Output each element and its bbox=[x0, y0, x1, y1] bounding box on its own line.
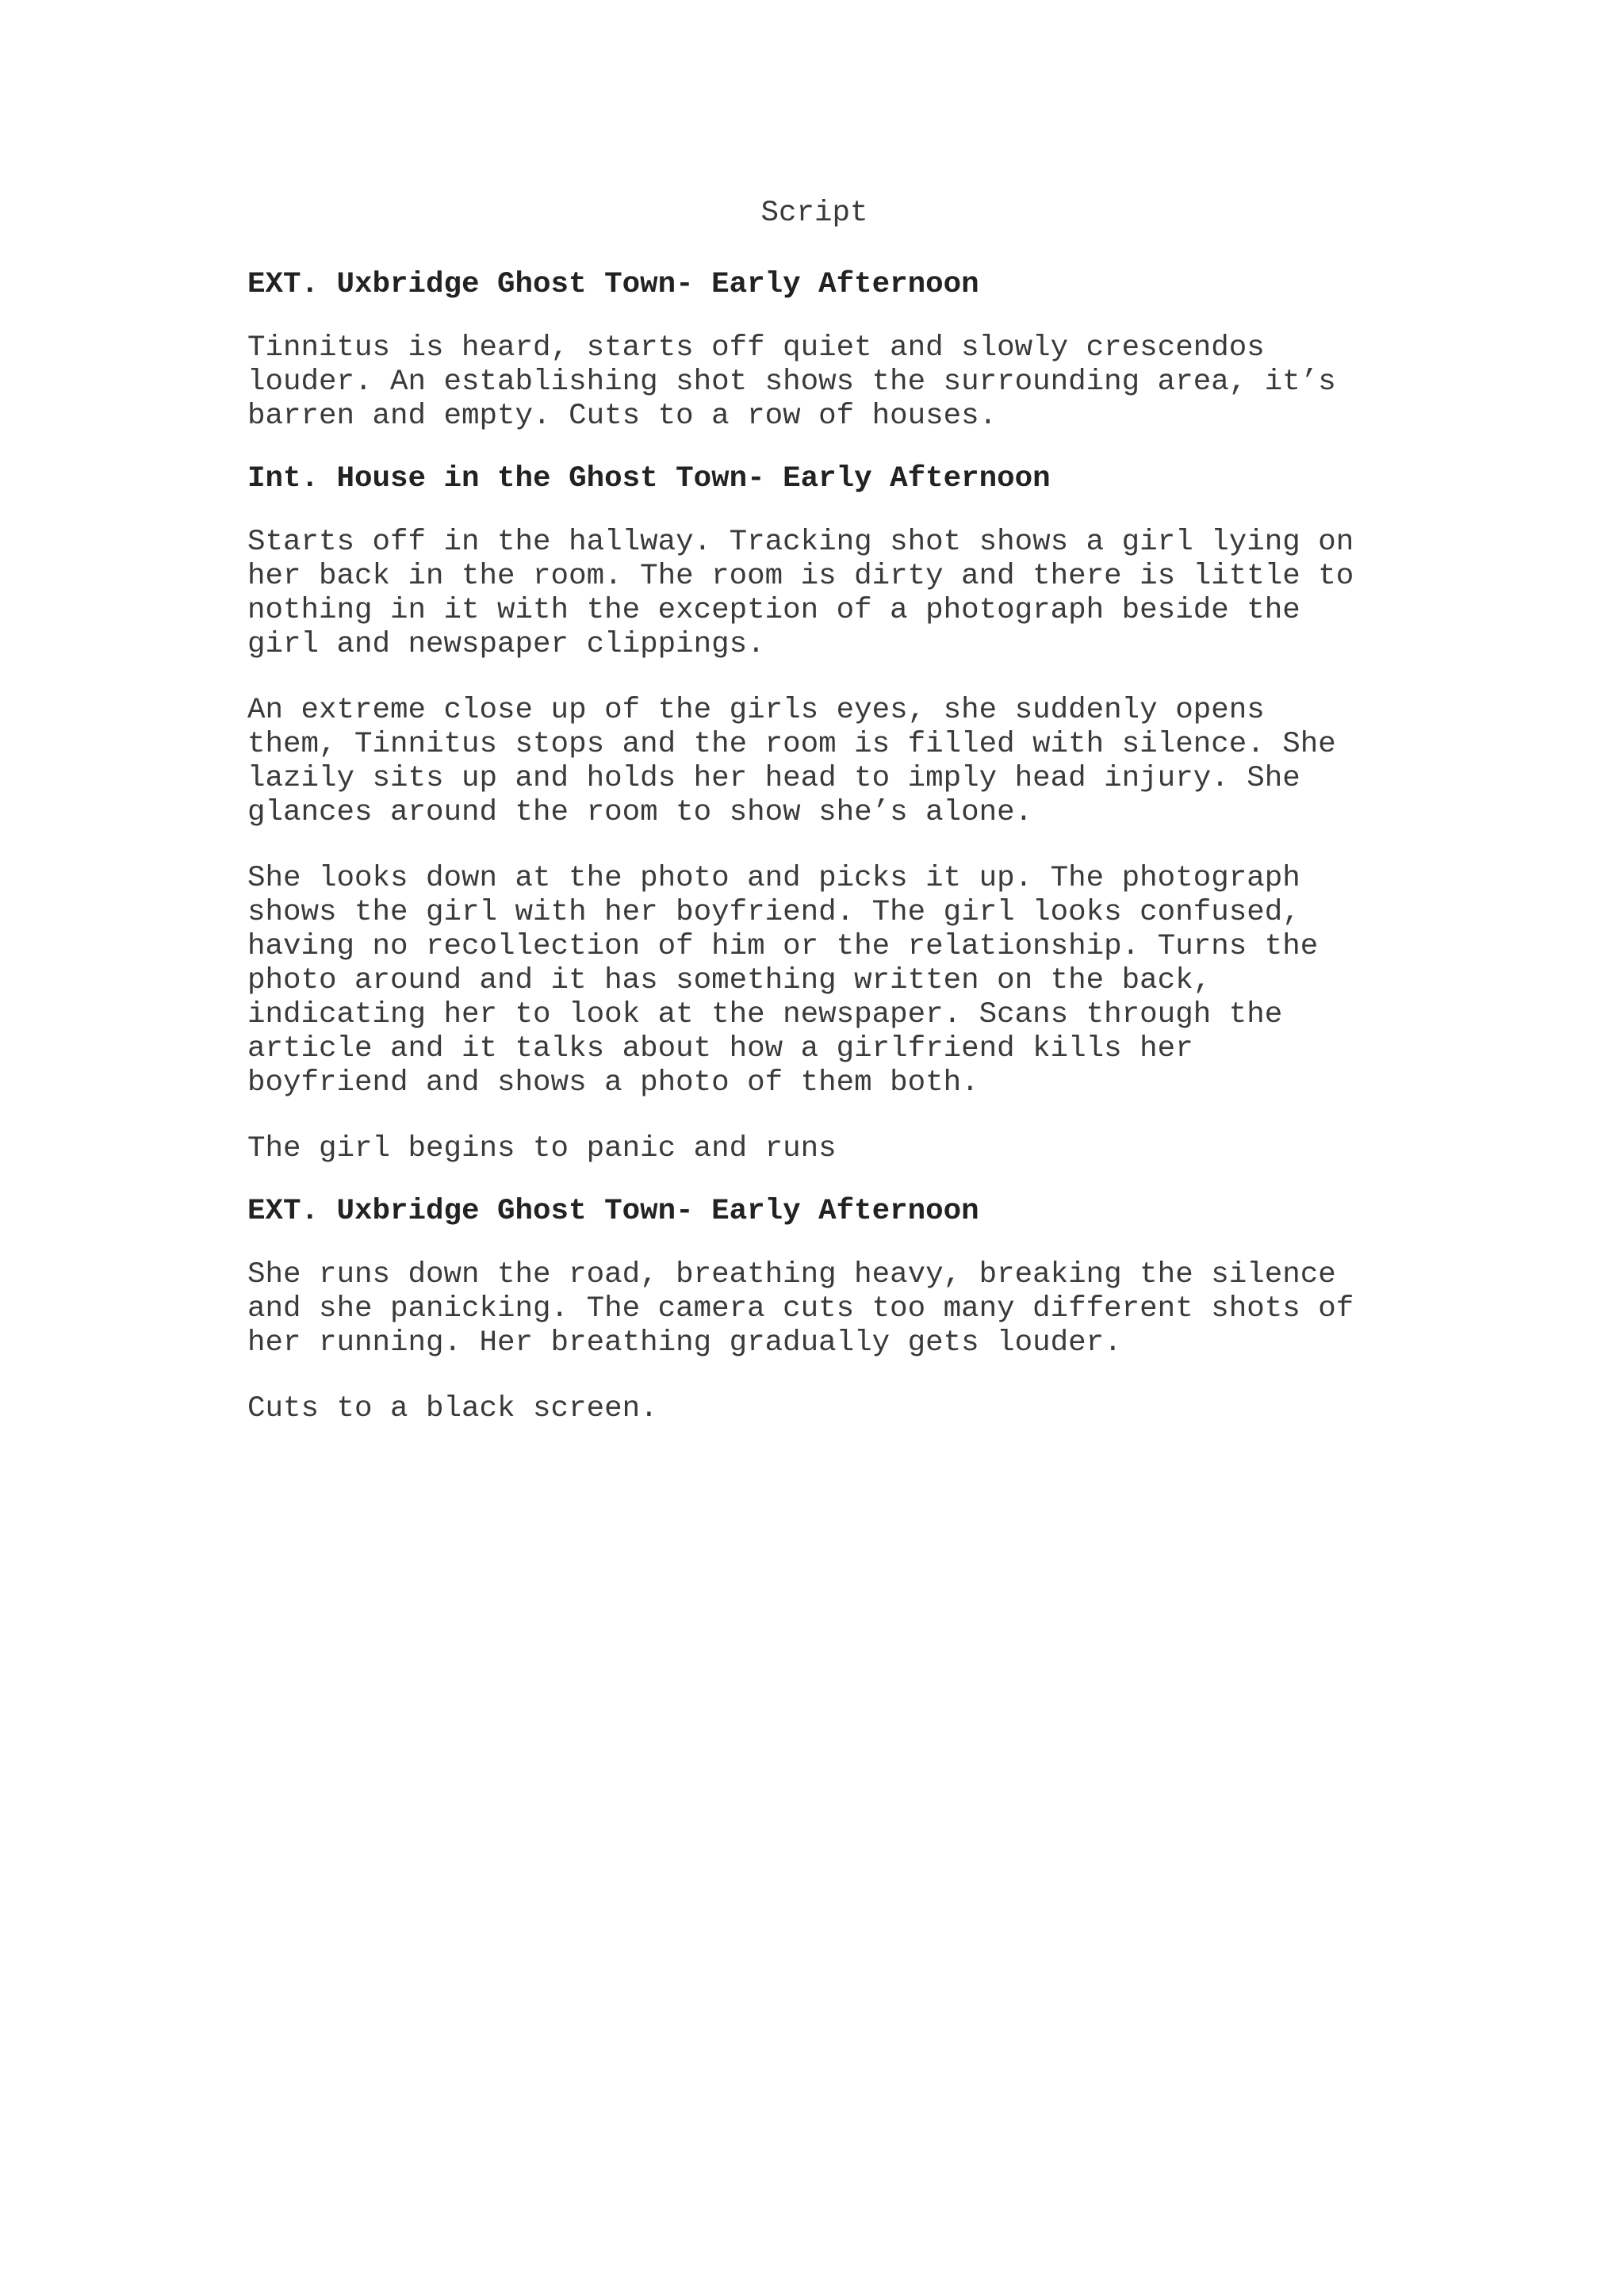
document-title: Script bbox=[760, 197, 868, 230]
script-content bbox=[247, 190, 1381, 1458]
script-sections bbox=[247, 262, 1381, 1426]
paragraph-line: indicating her to look at the newspaper. Scans through the bbox=[247, 998, 1283, 1031]
paragraph-line: Cuts to a black screen. bbox=[247, 1392, 658, 1425]
action-paragraph bbox=[247, 694, 1381, 830]
paragraph-line: An extreme close up of the girls eyes, she suddenly opens bbox=[247, 694, 1265, 727]
paragraph-line: glances around the room to show she’s alone. bbox=[247, 796, 1033, 829]
paragraph-line: barren and empty. Cuts to a row of houses. bbox=[247, 400, 998, 433]
paragraph-line: Starts off in the hallway. Tracking shot shows a girl lying on bbox=[247, 526, 1354, 559]
paragraph-line: them, Tinnitus stops and the room is filled with silence. She bbox=[247, 728, 1336, 761]
paragraph-line: She looks down at the photo and picks it up. The photograph bbox=[247, 862, 1300, 895]
paragraph-line: having no recollection of him or the relationship. Turns the bbox=[247, 930, 1319, 963]
paragraph-line: The girl begins to panic and runs bbox=[247, 1132, 837, 1165]
action-paragraph bbox=[247, 1132, 1381, 1166]
paragraph-line: louder. An establishing shot shows the surrounding area, it’s bbox=[247, 365, 1336, 399]
paragraph-line: her back in the room. The room is dirty and there is little to bbox=[247, 560, 1354, 593]
paragraph-line: boyfriend and shows a photo of them both. bbox=[247, 1066, 979, 1100]
scene-heading: Int. House in the Ghost Town- Early Afternoon bbox=[247, 462, 1051, 496]
paragraph-line: photo around and it has something written on the back, bbox=[247, 964, 1212, 997]
scene-heading: EXT. Uxbridge Ghost Town- Early Afternoon bbox=[247, 1195, 979, 1228]
scene-heading: EXT. Uxbridge Ghost Town- Early Afternoon bbox=[247, 268, 979, 301]
paragraph-line: shows the girl with her boyfriend. The girl looks confused, bbox=[247, 896, 1300, 929]
paragraph-line: girl and newspaper clippings. bbox=[247, 628, 765, 661]
action-paragraph bbox=[247, 1392, 1381, 1426]
paragraph-line: She runs down the road, breathing heavy, breaking the silence bbox=[247, 1258, 1336, 1292]
action-paragraph bbox=[247, 526, 1381, 662]
paragraph-line: lazily sits up and holds her head to imply head injury. She bbox=[247, 762, 1300, 795]
paragraph-line: and she panicking. The camera cuts too many different shots of bbox=[247, 1292, 1354, 1326]
paragraph-line: nothing in it with the exception of a photograph beside the bbox=[247, 594, 1300, 627]
paragraph-line: her running. Her breathing gradually gets louder. bbox=[247, 1326, 1122, 1360]
action-paragraph bbox=[247, 331, 1381, 434]
action-paragraph bbox=[247, 1258, 1381, 1360]
paragraph-line: Tinnitus is heard, starts off quiet and slowly crescendos bbox=[247, 331, 1265, 365]
paragraph-line: article and it talks about how a girlfriend kills her bbox=[247, 1032, 1193, 1066]
action-paragraph bbox=[247, 862, 1381, 1100]
